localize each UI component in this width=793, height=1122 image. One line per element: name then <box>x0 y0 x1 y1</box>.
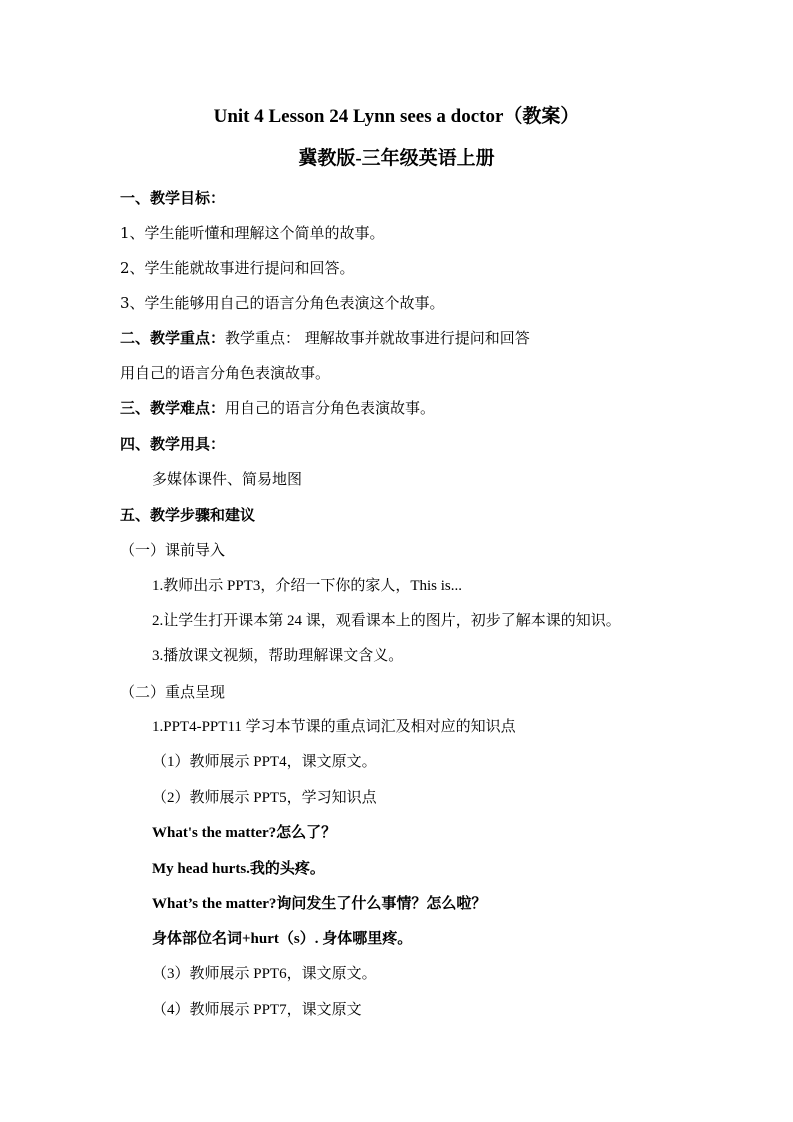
document-title: Unit 4 Lesson 24 Lynn sees a doctor（教案） <box>213 106 580 127</box>
knowledge-point-3: What’s the matter?询问发生了什么事情？怎么啦？ <box>152 896 487 912</box>
lead-in-step-3: 3.播放课文视频，帮助理解课文含义。 <box>152 648 404 664</box>
section-heading-materials: 四、教学用具： <box>120 435 226 453</box>
materials-text: 多媒体课件、简易地图 <box>152 470 303 488</box>
difficulty-text: 用自己的语言分角色表演故事。 <box>225 399 436 417</box>
lead-in-step-1: 1.教师出示 PPT3，介绍一下你的家人，This is... <box>152 578 463 594</box>
presentation-item-4: （4）教师展示 PPT7，课文原文 <box>152 1002 362 1018</box>
presentation-item-2: （2）教师展示 PPT5，学习知识点 <box>152 790 377 806</box>
difficulty-line <box>120 398 435 418</box>
knowledge-point-1: What's the matter?怎么了？ <box>152 825 337 841</box>
presentation-step-1: 1.PPT4-PPT11 学习本节课的重点词汇及相对应的知识点 <box>152 719 516 735</box>
section-heading-key-points: 二、教学重点： <box>120 329 226 347</box>
section-heading-steps: 五、教学步骤和建议 <box>120 506 256 524</box>
key-points-continuation: 用自己的语言分角色表演故事。 <box>120 364 331 382</box>
section-heading-objectives: 一、教学目标： <box>120 189 226 207</box>
objective-line-3: 3、学生能够用自己的语言分角色表演这个故事。 <box>120 294 445 312</box>
section-heading-difficulty: 三、教学难点： <box>120 399 226 417</box>
knowledge-point-2: My head hurts.我的头疼。 <box>152 861 325 877</box>
presentation-item-1: （1）教师展示 PPT4，课文原文。 <box>152 754 377 770</box>
subsection-key-presentation: （二）重点呈现 <box>120 683 226 701</box>
subsection-lead-in: （一）课前导入 <box>120 541 226 559</box>
document-subtitle: 冀教版-三年级英语上册 <box>298 148 495 169</box>
knowledge-point-4: 身体部位名词+hurt（s）. 身体哪里疼。 <box>152 931 413 947</box>
presentation-item-3: （3）教师展示 PPT6，课文原文。 <box>152 966 377 982</box>
key-points-line <box>120 328 530 348</box>
objective-line-2: 2、学生能就故事进行提问和回答。 <box>120 259 355 277</box>
lead-in-step-2: 2.让学生打开课本第 24 课，观看课本上的图片，初步了解本课的知识。 <box>152 613 621 629</box>
objective-line-1: 1、学生能听懂和理解这个简单的故事。 <box>120 224 385 242</box>
key-points-text: 教学重点： 理解故事并就故事进行提问和回答 <box>225 329 530 347</box>
